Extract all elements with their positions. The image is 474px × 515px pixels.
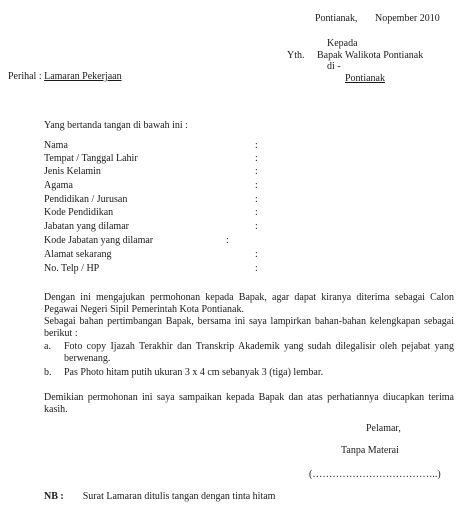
subject-label: Perihal : <box>8 71 42 82</box>
field-label: Pendidikan / Jurusan <box>44 194 128 205</box>
field-label: Kode Pendidikan <box>44 207 114 218</box>
paragraph-line: Demikian permohonan ini saya sampaikan kepada Bapak dan atas perhatiannya diucapkan terima <box>44 392 454 403</box>
yth-label: Yth. <box>287 50 305 61</box>
paragraph-line: berikut : <box>44 328 78 339</box>
subject-line <box>8 72 122 82</box>
month-year: Nopember 2010 <box>375 13 440 24</box>
list-item-text <box>64 367 454 379</box>
field-colon: : <box>226 235 229 246</box>
field-colon: : <box>255 140 258 151</box>
field-label: Kode Jabatan yang dilamar <box>44 235 154 246</box>
paragraph-line: Dengan ini mengajukan permohonan kepada Bapak, agar dapat kiranya diterima sebagai Calon <box>44 292 454 303</box>
list-marker: b. <box>44 367 52 378</box>
list-item-line: berwenang. <box>64 353 111 364</box>
field-colon: : <box>255 207 258 218</box>
request-paragraph <box>44 292 454 316</box>
paragraph-line: kasih. <box>44 404 68 415</box>
intro-text: Yang bertanda tangan di bawah ini : <box>44 120 188 131</box>
field-colon: : <box>255 153 258 164</box>
place-date <box>315 14 358 24</box>
field-label: Alamat sekarang <box>44 249 112 260</box>
closing-paragraph <box>44 392 454 416</box>
recipient-name: Bapak Walikota Pontianak <box>317 50 424 61</box>
signature-title: Pelamar, <box>366 423 401 434</box>
field-colon: : <box>255 221 258 232</box>
field-label: Agama <box>44 180 73 191</box>
paragraph-line: Sebagai bahan pertimbangan Bapak, bersama ini saya lampirkan bahan-bahan kelengkapan sebagai <box>44 316 454 327</box>
di-label: di - <box>327 61 341 72</box>
list-item-line: Pas Photo hitam putih ukuran 3 x 4 cm sebanyak 3 (tiga) lembar. <box>64 367 324 378</box>
paragraph-line: Pegawai Negeri Sipil Pemerintah Kota Pontianak. <box>44 304 244 315</box>
field-colon: : <box>255 166 258 177</box>
attachments-paragraph <box>44 316 454 340</box>
list-item-text <box>64 341 454 365</box>
field-colon: : <box>255 249 258 260</box>
field-label: Jenis Kelamin <box>44 166 101 177</box>
subject-value: Lamaran Pekerjaan <box>44 71 122 82</box>
footnote <box>44 492 275 502</box>
footnote-text: Surat Lamaran ditulis tangan dengan tinta hitam <box>82 491 276 502</box>
stamp-note: Tanpa Materai <box>341 445 399 456</box>
field-colon: : <box>255 263 258 274</box>
field-colon: : <box>255 194 258 205</box>
field-label: Jabatan yang dilamar <box>44 221 129 232</box>
field-label: No. Telp / HP <box>44 263 100 274</box>
signature-placeholder: (………………………………..) <box>309 469 441 480</box>
to-label: Kepada <box>327 38 358 49</box>
field-label: Nama <box>44 140 68 151</box>
recipient-city: Pontianak <box>345 73 385 84</box>
list-item-line: Foto copy Ijazah Terakhir dan Transkrip Akademik yang sudah dilegalisir oleh pejabat yang <box>64 341 454 352</box>
field-label: Tempat / Tanggal Lahir <box>44 153 138 164</box>
place-label: Pontianak, <box>315 13 358 24</box>
list-marker: a. <box>44 341 51 352</box>
footnote-label: NB : <box>44 491 64 502</box>
field-colon: : <box>255 180 258 191</box>
